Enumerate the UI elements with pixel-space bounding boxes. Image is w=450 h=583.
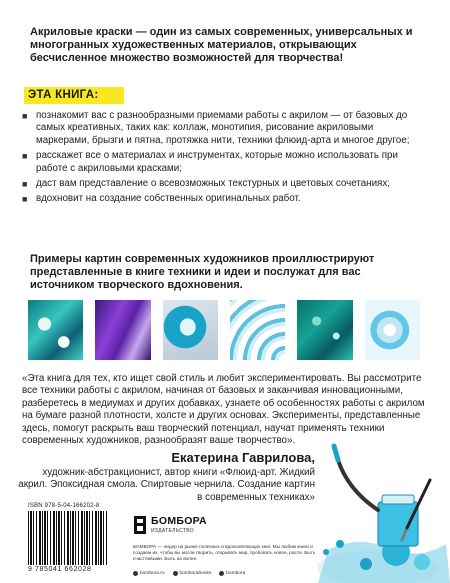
list-item: ■ расскажет все о материалах и инструментах, которые можно использовать при работе с акриловыми красками; bbox=[22, 150, 398, 174]
publisher-logo-block bbox=[133, 513, 233, 539]
vk-icon bbox=[173, 571, 178, 576]
bullet-icon: ■ bbox=[22, 151, 28, 162]
barcode-block bbox=[28, 503, 110, 577]
paint-art-illustration bbox=[318, 440, 450, 583]
telegram-icon bbox=[219, 571, 224, 576]
artwork-thumbnail-4 bbox=[230, 300, 285, 360]
isbn-number: ISBN 978-5-04-166202-8 bbox=[28, 503, 100, 509]
publisher-description: БОМБОРА — лидер на рынке полезных и вдохновляющих книг. Мы любим книги и создаем их, чтобы вы могли творить, открывать мир, пробовать новое, расти. Быть счастливыми. Быть на волне. bbox=[133, 544, 316, 561]
barcode-icon bbox=[28, 511, 108, 565]
list-item: ■ вдохновит на создание собственных оригинальных работ. bbox=[22, 193, 301, 205]
publisher-subtitle: ИЗДАТЕЛЬСТВО bbox=[151, 528, 194, 534]
artwork-thumbnail-1 bbox=[28, 300, 83, 360]
social-website[interactable]: bombora.ru bbox=[133, 571, 165, 576]
bullet-icon: ■ bbox=[22, 111, 28, 121]
book-heading-label: ЭТА КНИГА: bbox=[24, 87, 124, 104]
artwork-thumbnail-2 bbox=[95, 300, 150, 360]
author-quote: «Эта книга для тех, кто ищет свой стиль и любит экспериментировать. Вы рассмотрите все техники работы с акрилом, начиная от базовых и заканчивая инновационными, разберетесь в медиумах и других добавках, узнаете об особенностях работы с акрилом на бумаге разной плотности, холсте и других основах. Эксперименты, представленные здесь, помогут раскрыть ваш творческий потенциал, научат применять техники современных художников, разнообразят ваше творчество». bbox=[22, 373, 425, 447]
author-name: Екатерина Гаврилова, bbox=[171, 450, 315, 465]
artwork-thumbnail-3 bbox=[163, 300, 218, 360]
bullet-icon: ■ bbox=[22, 179, 28, 190]
social-vk[interactable]: bomborabooks bbox=[173, 571, 212, 576]
artwork-thumbnail-5 bbox=[297, 300, 352, 360]
bullet-icon: ■ bbox=[22, 194, 28, 205]
examples-paragraph: Примеры картин современных художников проиллюстрируют представленные в книге техники и идеи и послужат для вас источником творческого вдохновения. bbox=[30, 253, 375, 291]
barcode-digits: 9 785041 662028 bbox=[28, 566, 92, 573]
book-features-list bbox=[22, 110, 427, 209]
intro-paragraph: Акриловые краски — один из самых современных, универсальных и многогранных художественных материалов, открывающих бесчисленное множество возможностей для творчества! bbox=[30, 26, 413, 64]
publisher-name: БОМБОРА bbox=[151, 515, 207, 527]
artwork-gallery bbox=[28, 300, 420, 360]
publisher-social-links bbox=[133, 569, 323, 577]
globe-icon bbox=[133, 571, 138, 576]
artwork-thumbnail-6 bbox=[365, 300, 420, 360]
list-item: ■ даст вам представление о всевозможных текстурных и цветовых сочетаниях; bbox=[22, 178, 390, 190]
author-bio: художник-абстракционист, автор книги «Флюид-арт. Жидкий акрил. Эпоксидная смола. Спиртовые чернила. Создание картин в современных техниках» bbox=[18, 467, 315, 503]
social-telegram[interactable]: bombora bbox=[219, 571, 245, 576]
bombora-logo-icon bbox=[133, 515, 147, 535]
list-item: ■ познакомит вас с разнообразными приемами работы с акрилом — от базовых до самых креативных, таких как: коллаж, монотипия, рисование акриловыми маркерами, брызги и пятна, протяжка нити, техники флюид-арта и многое другое; bbox=[22, 110, 410, 146]
